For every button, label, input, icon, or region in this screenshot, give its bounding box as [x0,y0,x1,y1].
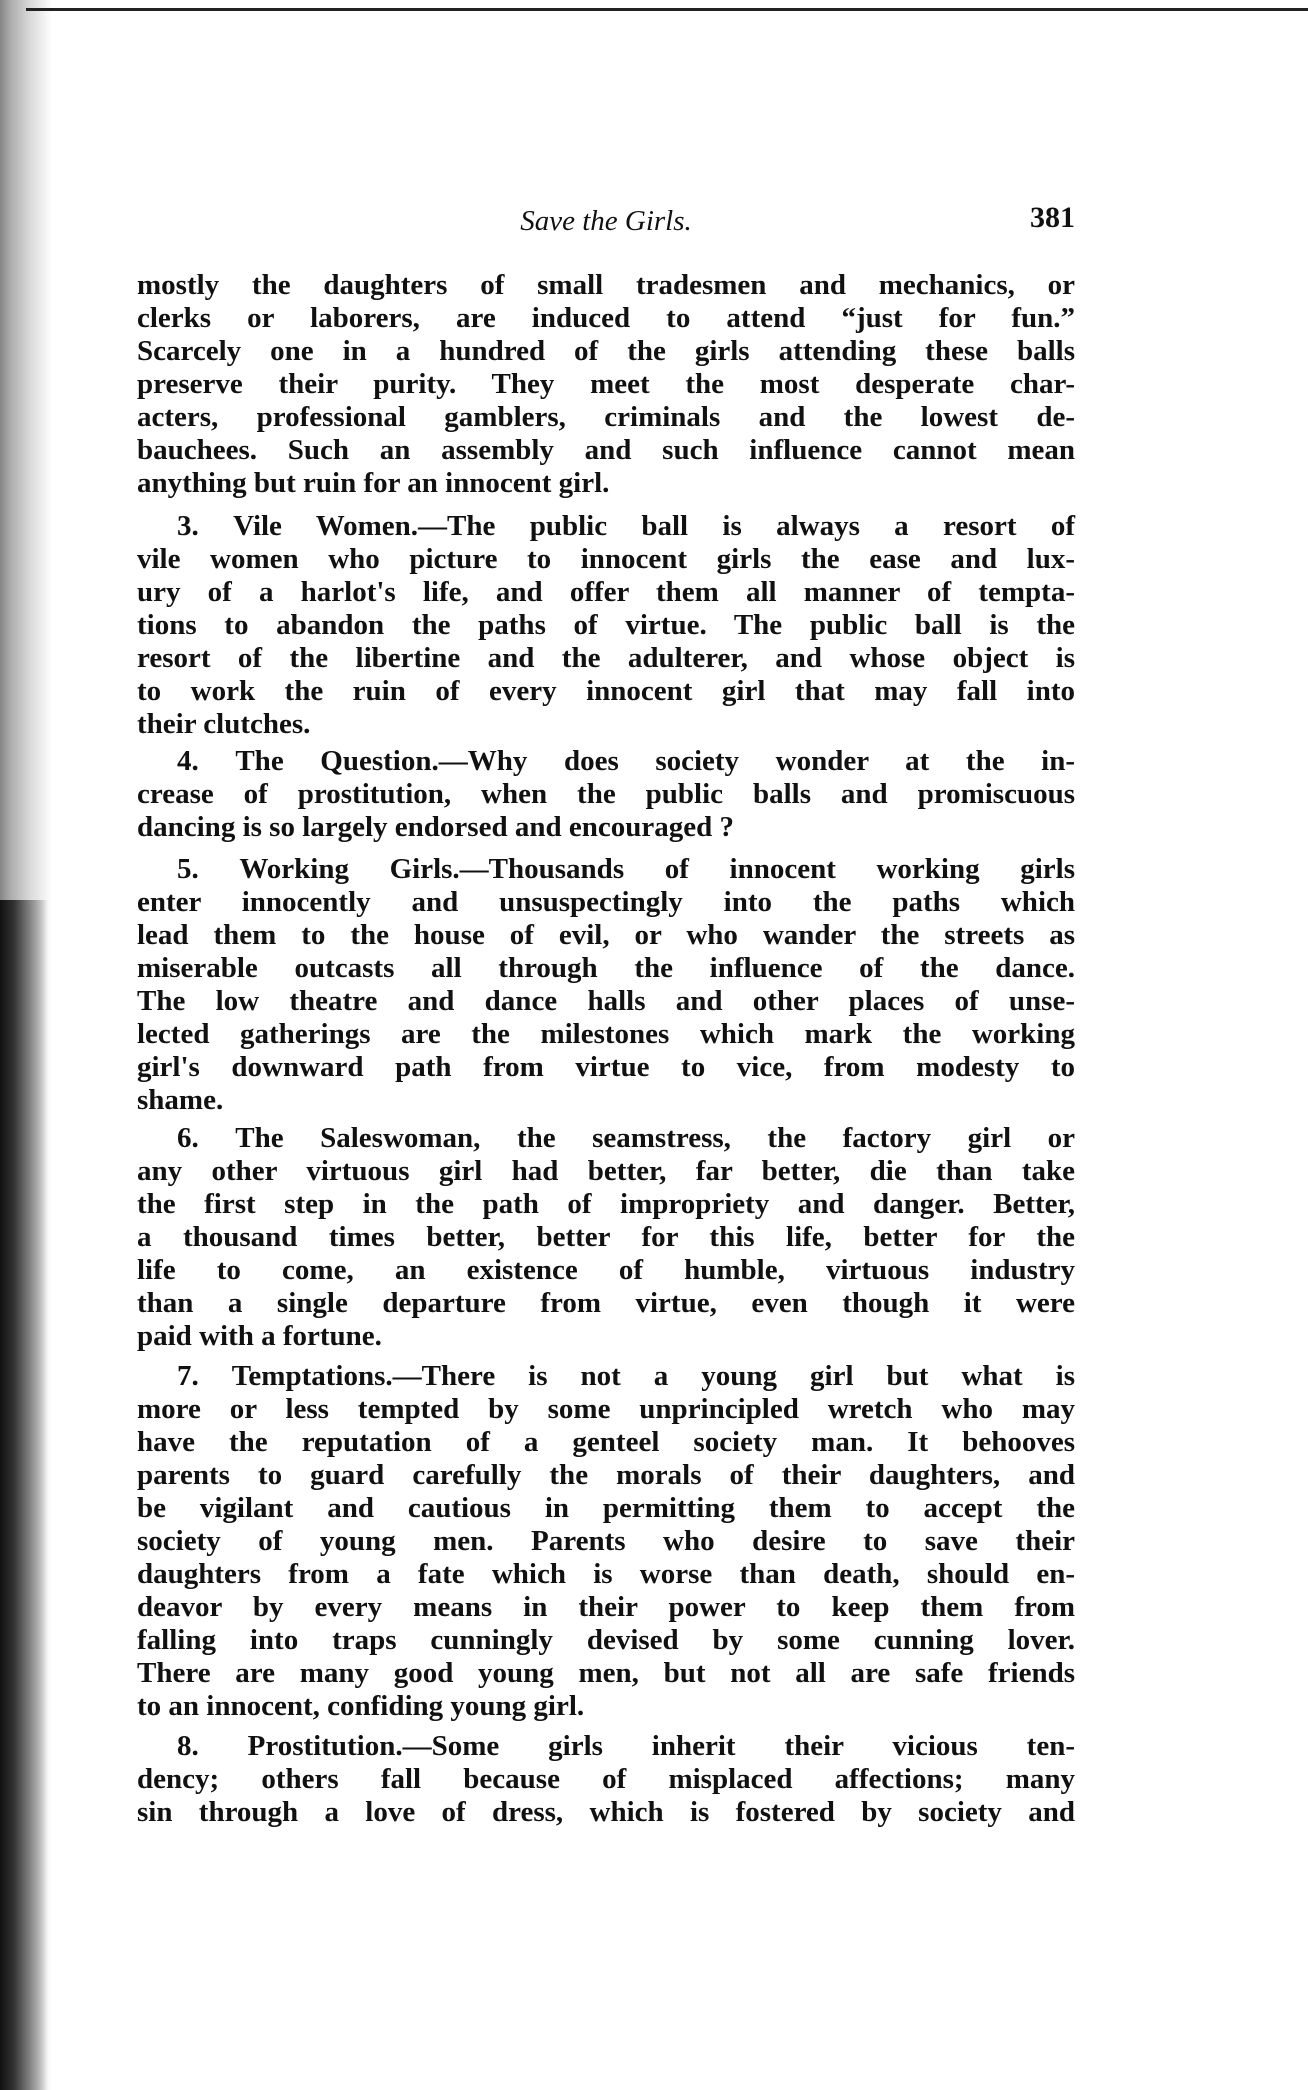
section-number: 8. [177,1730,199,1762]
section-number: 3. [177,510,199,542]
text-line: The low theatre and dance halls and other places of unse- [137,985,1075,1017]
section-first-text: —Some girls inherit their vicious ten- [402,1730,1075,1762]
text-line: a thousand times better, better for this life, better for the [137,1221,1075,1253]
text-line: the first step in the path of impropriety and danger. Better, [137,1188,1075,1220]
paragraph [137,510,1075,741]
text-line: resort of the libertine and the adulterer, and whose object is [137,642,1075,674]
text-line: more or less tempted by some unprincipled wretch who may [137,1393,1075,1425]
paragraph-first-line [137,1730,1075,1763]
page-header [137,201,1075,241]
section-heading: Working Girls. [239,853,460,885]
text-line: preserve their purity. They meet the most desperate char- [137,368,1075,400]
paragraph-first-line [137,745,1075,778]
text-line: anything but ruin for an innocent girl. [137,467,610,499]
paragraph [137,1122,1075,1353]
page-number: 381 [1030,201,1075,234]
section-number: 5. [177,853,199,885]
text-line: enter innocently and unsuspectingly into the paths which [137,886,1075,918]
paragraph-first-line [137,510,1075,543]
text-line: have the reputation of a genteel society man. It behooves [137,1426,1075,1458]
section-heading: Prostitution. [247,1730,403,1762]
text-line: There are many good young men, but not all are safe friends [137,1657,1075,1689]
paragraph [137,1730,1075,1829]
text-line: sin through a love of dress, which is fostered by society and [137,1796,1075,1828]
text-line: than a single departure from virtue, even though it were [137,1287,1075,1319]
text-line: lead them to the house of evil, or who wander the streets as [137,919,1075,951]
text-line: parents to guard carefully the morals of their daughters, and [137,1459,1075,1491]
text-line: paid with a fortune. [137,1320,382,1352]
page-top-rule [26,8,1308,11]
paragraph-first-line [137,1122,1075,1155]
text-line: ury of a harlot's life, and offer them all manner of tempta- [137,576,1075,608]
text-line: to an innocent, confiding young girl. [137,1690,585,1722]
text-line: be vigilant and cautious in permitting them to accept the [137,1492,1075,1524]
paragraph [137,1360,1075,1723]
section-first-text: —Why does society wonder at the in- [438,745,1076,777]
text-line: lected gatherings are the milestones which mark the working [137,1018,1075,1050]
text-line: life to come, an existence of humble, virtuous industry [137,1254,1075,1286]
text-line: mostly the daughters of small tradesmen and mechanics, or [137,269,1075,301]
text-line: deavor by every means in their power to keep them from [137,1591,1075,1623]
text-line: shame. [137,1084,224,1116]
text-line: bauchees. Such an assembly and such influence cannot mean [137,434,1075,466]
text-line: their clutches. [137,708,311,740]
text-line: falling into traps cunningly devised by some cunning lover. [137,1624,1075,1656]
text-line: society of young men. Parents who desire to save their [137,1525,1075,1557]
section-heading: Vile Women. [233,510,419,542]
section-heading: The Question. [235,745,439,777]
section-number: 6. [177,1122,199,1154]
text-line: crease of prostitution, when the public balls and promiscuous [137,778,1075,810]
paragraph-first-line [137,853,1075,886]
section-number: 4. [177,745,199,777]
section-heading: Temptations. [231,1360,393,1392]
section-first-text: the seamstress, the factory girl or [480,1122,1075,1154]
paragraph [137,853,1075,1117]
text-line: to work the ruin of every innocent girl that may fall into [137,675,1075,707]
text-line: miserable outcasts all through the influence of the dance. [137,952,1075,984]
text-line: girl's downward path from virtue to vice, from modesty to [137,1051,1075,1083]
text-line: any other virtuous girl had better, far better, die than take [137,1155,1075,1187]
text-line: daughters from a fate which is worse than death, should en- [137,1558,1075,1590]
text-line: dancing is so largely endorsed and encouraged ? [137,811,734,843]
text-line: vile women who picture to innocent girls the ease and lux- [137,543,1075,575]
text-line: tions to abandon the paths of virtue. The public ball is the [137,609,1075,641]
text-line: dency; others fall because of misplaced affections; many [137,1763,1075,1795]
paragraph-first-line [137,1360,1075,1393]
section-first-text: —Thousands of innocent working girls [459,853,1075,885]
running-title: Save the Girls. [520,205,692,237]
section-number: 7. [177,1360,199,1392]
text-line: clerks or laborers, are induced to attend “just for fun.” [137,302,1075,334]
section-first-text: —The public ball is always a resort of [418,510,1076,542]
text-line: acters, professional gamblers, criminals and the lowest de- [137,401,1075,433]
paragraph [137,745,1075,844]
section-heading: The Saleswoman, [235,1122,481,1154]
paragraph [137,269,1075,500]
section-first-text: —There is not a young girl but what is [392,1360,1076,1392]
scan-edge-shadow-lower [0,900,48,2090]
text-line: Scarcely one in a hundred of the girls attending these balls [137,335,1075,367]
